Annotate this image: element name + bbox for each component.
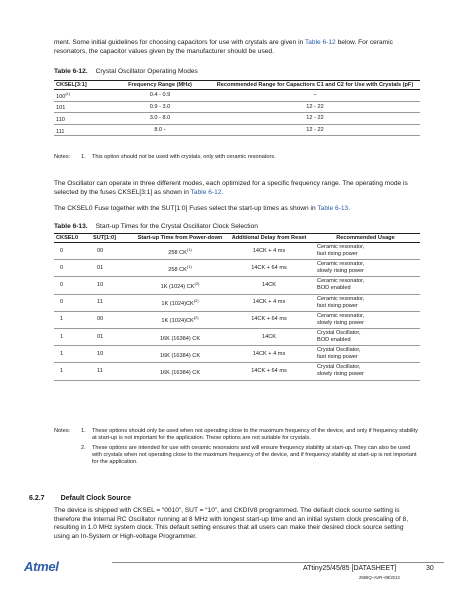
cell-delay: 14CK + 64 ms <box>227 260 311 277</box>
note-number: 1. <box>81 428 86 434</box>
cell-sut: 10 <box>91 346 133 363</box>
footer-doc-code: 2586Q–AVR–08/2013 <box>359 575 400 580</box>
col-header-sut: SUT[1:0] <box>91 234 133 243</box>
table-row <box>54 260 420 277</box>
table-6-12-link[interactable]: Table 6-12 <box>304 39 336 46</box>
table-row <box>54 243 420 260</box>
table-header-row <box>54 81 420 90</box>
cell-capacitors: – <box>210 90 420 102</box>
table-6-13-notes <box>54 428 420 476</box>
cell-frequency: 0.4 - 0.9 <box>110 90 210 102</box>
col-header-usage: Recommended Usage <box>311 234 420 243</box>
table-header-row <box>54 234 420 243</box>
cell-sut: 00 <box>91 243 133 260</box>
cell-delay: 14CK <box>227 277 311 294</box>
cell-usage: Ceramic resonator, slowly rising power <box>311 260 420 277</box>
footer-doc-title: ATtiny25/45/85 [DATASHEET] <box>303 565 397 572</box>
footer-page-number: 30 <box>426 565 434 572</box>
cell-sut: 01 <box>91 328 133 345</box>
cell-cksel0: 1 <box>54 311 91 328</box>
cell-delay: 14CK + 64 ms <box>227 311 311 328</box>
para3-text-b: . <box>348 205 351 212</box>
cell-startup: 258 CK$^{(1)}$ <box>133 260 227 277</box>
cell-cksel0: 0 <box>54 260 91 277</box>
cell-usage: Ceramic resonator, fast rising power <box>311 243 420 260</box>
cell-capacitors: 12 - 22 <box>210 113 420 125</box>
cell-usage: Crystal Oscillator, BOD enabled <box>311 328 420 345</box>
cell-sut: 11 <box>91 294 133 311</box>
cell-usage: Ceramic resonator, BOD enabled <box>311 277 420 294</box>
section-heading <box>29 495 131 502</box>
cell-cksel0: 0 <box>54 294 91 311</box>
table-row <box>54 346 420 363</box>
col-header-cksel: CKSEL[3:1] <box>54 81 110 90</box>
table-6-12-caption <box>54 68 198 75</box>
cell-delay: 14CK + 4 ms <box>227 294 311 311</box>
cell-startup: 1K (1024)CK$^{(2)}$ <box>133 311 227 328</box>
table-row <box>54 113 420 125</box>
intro-text-a: ment. Some initial guidelines for choosing capacitors for use with crystals are given in <box>54 39 305 46</box>
section-title: Default Clock Source <box>60 495 131 502</box>
operating-mode-paragraph <box>54 180 420 197</box>
table-6-13-number: Table 6-13. <box>54 223 88 230</box>
cell-sut: 11 <box>91 363 133 380</box>
table-6-13-link[interactable]: Table 6-13 <box>317 205 349 212</box>
note-number: 2. <box>81 445 86 451</box>
section-body: The device is shipped with CKSEL = “0010”, SUT = “10”, and CKDIV8 programmed. The default clock source setting is therefore the Internal RC Oscillator running at 8 MHz with longest start-up time and an initial system clock prescaling of 8, resulting in 1.0 MHz system clock. This default setting ensures that all users can make their desired clock source setting using an In-System or High-voltage Programmer. <box>54 507 409 540</box>
col-header-frequency: Frequency Range (MHz) <box>110 81 210 90</box>
cell-cksel: 110 <box>54 113 110 125</box>
cell-delay: 14CK + 4 ms <box>227 346 311 363</box>
cell-startup: 1K (1024) CK$^{(2)}$ <box>133 277 227 294</box>
table-row <box>54 101 420 113</box>
para2-text-b: . <box>221 188 224 196</box>
cell-startup: 16K (16384) CK <box>133 346 227 363</box>
footer-divider <box>112 562 444 563</box>
table-6-12 <box>54 80 420 136</box>
cell-usage: Ceramic resonator, fast rising power <box>311 294 420 311</box>
notes-label: Notes: <box>54 154 71 160</box>
note-text: These options are intended for use with ceramic resonators and will ensure frequency stability at start-up. They can also be used with crystals when not operating close to the maximum frequency of the device, and if frequency stability at start-up is not important for the application. <box>92 445 417 466</box>
cell-startup: 16K (16384) CK <box>133 328 227 345</box>
note-text: These options should only be used when not operating close to the maximum frequency of the device, and only if frequency stability at start-up is not important for the application. These options are not suitable for crystals. <box>92 428 418 442</box>
notes-label: Notes: <box>54 428 71 434</box>
logo-text: Atmel <box>24 559 59 574</box>
cell-startup: 16K (16384) CK <box>133 363 227 380</box>
cell-frequency: 3.0 - 8.0 <box>110 113 210 125</box>
para2-text-a: The Oscillator can operate in three different modes, each optimized for a specific frequency range. The operating mode is selected by the fuses CKSEL[3:1] as shown in <box>54 180 408 196</box>
cell-usage: Ceramic resonator, slowly rising power <box>311 311 420 328</box>
cell-sut: 10 <box>91 277 133 294</box>
table-row <box>54 90 420 102</box>
col-header-cksel0: CKSEL0 <box>54 234 91 243</box>
table-6-12-number: Table 6-12. <box>54 68 88 75</box>
cell-startup: 1K (1024)CK$^{(2)}$ <box>133 294 227 311</box>
table-row <box>54 328 420 345</box>
cell-cksel0: 0 <box>54 243 91 260</box>
cell-frequency: 0.9 - 3.0 <box>110 101 210 113</box>
table-6-12-title: Crystal Oscillator Operating Modes <box>95 68 198 75</box>
cell-cksel: 101 <box>54 101 110 113</box>
cell-delay: 14CK <box>227 328 311 345</box>
col-header-capacitors: Recommended Range for Capacitors C1 and C2 for Use with Crystals (pF) <box>210 81 420 90</box>
table-6-12-notes <box>54 154 420 162</box>
table-row <box>54 124 420 136</box>
cell-cksel0: 1 <box>54 346 91 363</box>
cell-sut: 01 <box>91 260 133 277</box>
col-header-delay: Additional Delay from Reset <box>227 234 311 243</box>
cell-startup: 258 CK$^{(1)}$ <box>133 243 227 260</box>
section-number: 6.2.7 <box>29 495 45 502</box>
cell-capacitors: 12 - 22 <box>210 101 420 113</box>
cell-cksel0: 0 <box>54 277 91 294</box>
table-row <box>54 294 420 311</box>
cell-sut: 00 <box>91 311 133 328</box>
note-number: 1. <box>81 154 86 160</box>
cell-capacitors: 12 - 22 <box>210 124 420 136</box>
atmel-logo <box>24 559 59 574</box>
cell-cksel: 111 <box>54 124 110 136</box>
table-row <box>54 363 420 380</box>
cell-cksel0: 1 <box>54 328 91 345</box>
table-6-13-caption <box>54 223 258 230</box>
cell-cksel0: 1 <box>54 363 91 380</box>
cell-cksel: 100$^{(1)}$ <box>54 90 110 102</box>
cell-usage: Crystal Oscillator, fast rising power <box>311 346 420 363</box>
table-6-13-title: Start-up Times for the Crystal Oscillator Clock Selection <box>95 223 258 230</box>
table-6-13 <box>54 233 420 381</box>
cell-delay: 14CK + 4 ms <box>227 243 311 260</box>
table-6-12-link[interactable]: Table 6-12 <box>190 188 222 196</box>
table-row <box>54 277 420 294</box>
cell-frequency: 8.0 - <box>110 124 210 136</box>
table-row <box>54 311 420 328</box>
intro-paragraph <box>54 39 420 56</box>
para3-text-a: The CKSEL0 Fuse together with the SUT[1:0] Fuses select the start-up times as shown in <box>54 205 318 212</box>
cell-delay: 14CK + 64 ms <box>227 363 311 380</box>
note-text: This option should not be used with crystals, only with ceramic resonators. <box>92 154 276 160</box>
cksel0-paragraph <box>54 205 420 214</box>
cell-usage: Crystal Oscillator, slowly rising power <box>311 363 420 380</box>
intro-text-b: below. For ceramic resonators, the capacitor values given by the manufacturer should be used. <box>54 39 393 55</box>
col-header-startup: Start-up Time from Power-down <box>133 234 227 243</box>
